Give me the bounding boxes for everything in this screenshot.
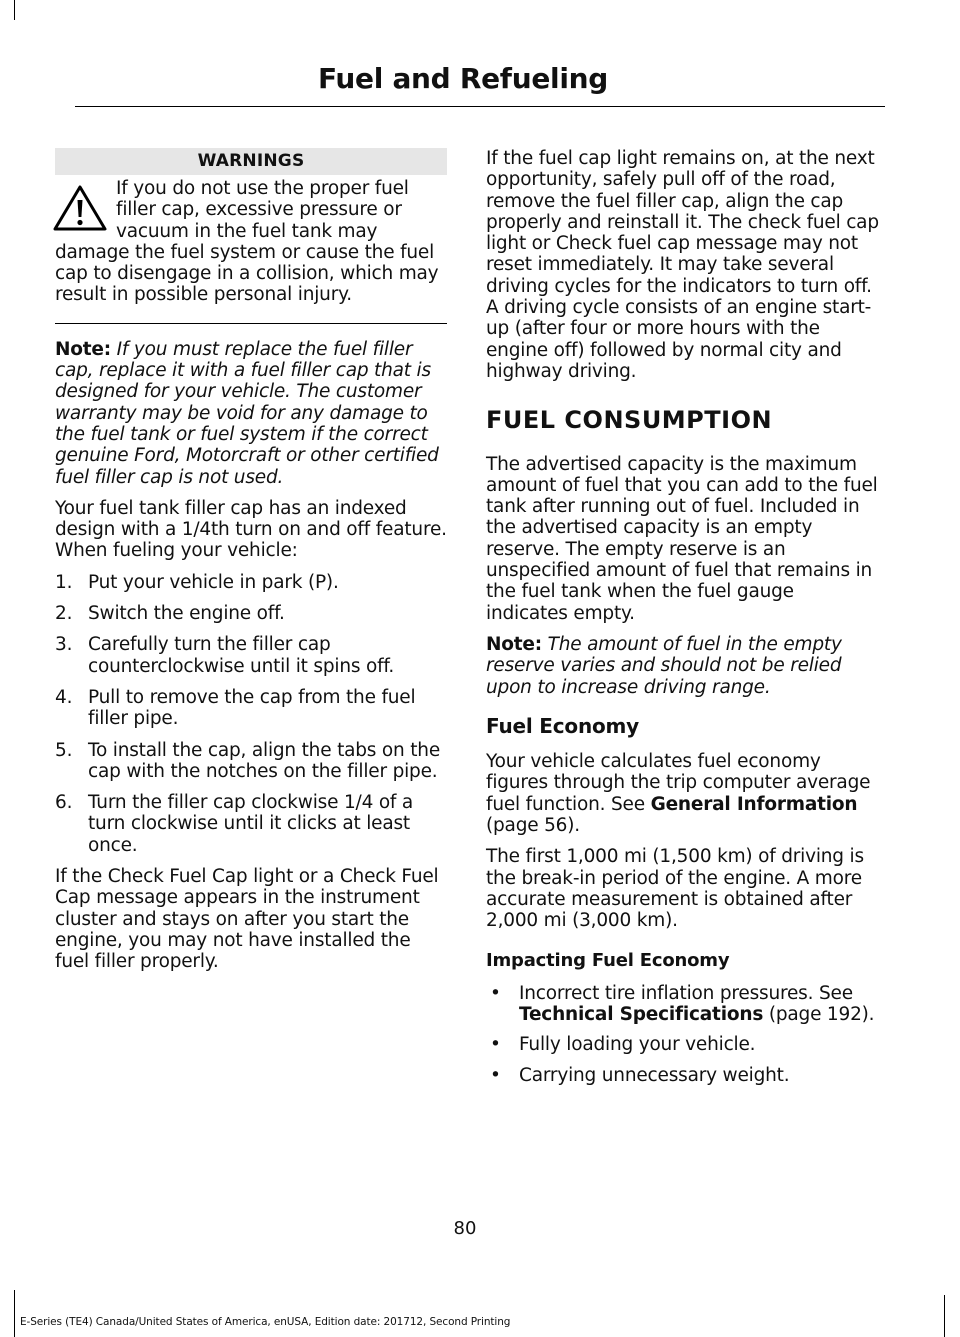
crop-mark-bottom-left — [14, 1290, 15, 1337]
note-text: The amount of fuel in the empty reserve varies and should not be relied upon to increase driving range. — [486, 633, 842, 698]
list-item: 6. Turn the filler cap clockwise 1/4 of a turn clockwise until it clicks at least once. — [55, 792, 414, 856]
impacting-fuel-economy-title: Impacting Fuel Economy — [486, 949, 730, 971]
intro-paragraph: Your fuel tank filler cap has an indexed design with a 1/4th turn on and off feature. When fueling your vehicle: — [55, 497, 447, 562]
advertised-capacity-paragraph: The advertised capacity is the maximum amount of fuel that you can add to the fuel tank after running out of fuel. Included in the advertised capacity is an empty reserve. The empty reserve is an unspecified amount of fuel that remains in the fuel tank when the fuel gauge indicates empty. — [486, 453, 878, 624]
section-title-fuel-consumption: FUEL CONSUMPTION — [486, 406, 773, 435]
technical-specifications-link[interactable]: Technical Specifications — [519, 1004, 764, 1026]
refuel-steps-list — [55, 572, 447, 856]
crop-mark-bottom-right — [944, 1295, 945, 1337]
list-item: 1. Put your vehicle in park (P). — [55, 571, 339, 593]
warning-box — [55, 175, 447, 306]
page-number: 80 — [453, 1218, 477, 1239]
note-text: If you must replace the fuel filler cap, replace it with a fuel filler cap that is designed for your vehicle. The customer warranty may be void for any damage to the fuel tank or fuel system if the correct genuine Ford, Motorcraft or other certified fuel filler cap is not used. — [55, 338, 439, 488]
impacting-factors-list — [486, 983, 879, 1086]
left-column — [55, 148, 447, 983]
note-paragraph — [486, 634, 879, 698]
list-item: 2. Switch the engine off. — [55, 603, 285, 625]
fuel-economy-paragraph: Your vehicle calculates fuel economy figures through the trip computer average fuel function. See General Information (page 56). — [486, 751, 871, 837]
fuel-cap-light-paragraph: If the fuel cap light remains on, at the next opportunity, safely pull off of the road, remove the fuel filler cap, align the cap properly and reinstall it. The check fuel cap light or Check fuel cap message may not reset immediately. It may take several driving cycles for the indicators to turn off. A driving cycle consists of an engine start-up (after four or more hours with the engine off) followed by normal city and highway driving. — [486, 148, 879, 382]
break-in-paragraph: The first 1,000 mi (1,500 km) of driving is the break-in period of the engine. A more accurate measurement is obtained after 2,000 mi (3,000 km). — [486, 846, 864, 932]
note-label: Note: — [486, 633, 542, 655]
list-item: • Carrying unnecessary weight. — [490, 1064, 790, 1086]
warning-text: If you do not use the proper fuel filler cap, excessive pressure or vacuum in the fuel tank may damage the fuel system or cause the fuel cap to disengage in a collision, which may result in possible personal injury. — [55, 178, 439, 306]
list-item: 3. Carefully turn the filler cap counterclockwise until it spins off. — [55, 634, 395, 677]
note-label: Note: — [55, 338, 111, 360]
warning-rule — [55, 323, 447, 324]
page-header-title: Fuel and Refueling — [317, 62, 608, 95]
right-column — [486, 148, 879, 1095]
general-information-link[interactable]: General Information — [650, 793, 858, 815]
warnings-heading: WARNINGS — [55, 148, 447, 175]
list-item: 4. Pull to remove the cap from the fuel filler pipe. — [55, 686, 416, 730]
crop-mark-top-left — [14, 0, 15, 20]
footer-edition-text: E-Series (TE4) Canada/United States of America, enUSA, Edition date: 201712, Second Printing — [20, 1316, 511, 1328]
note-paragraph — [55, 339, 447, 488]
warning-triangle-icon — [52, 184, 108, 232]
list-item: • Incorrect tire inflation pressures. See Technical Specifications (page 192). — [490, 982, 875, 1026]
list-item: 5. To install the cap, align the tabs on the cap with the notches on the filler pipe. — [55, 739, 441, 782]
subsection-title-fuel-economy: Fuel Economy — [486, 713, 640, 738]
header-rule — [75, 106, 885, 107]
closing-paragraph: If the Check Fuel Cap light or a Check Fuel Cap message appears in the instrument cluster and stays on after you start the engine, you may not have installed the fuel filler properly. — [55, 866, 439, 973]
list-item: • Fully loading your vehicle. — [490, 1034, 756, 1056]
